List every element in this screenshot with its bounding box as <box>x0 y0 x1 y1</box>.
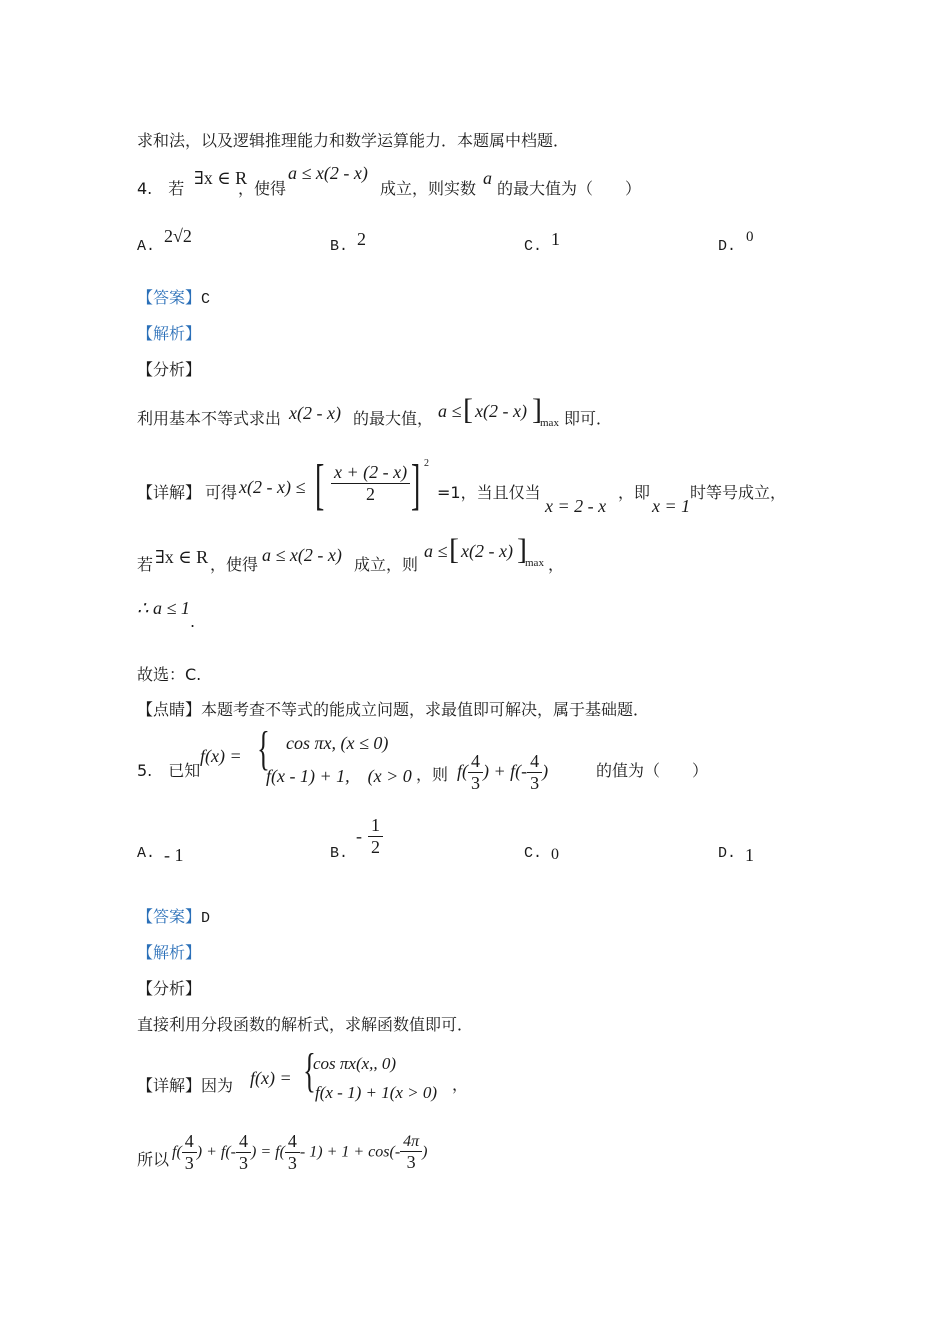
q5-answer: 【答案】D <box>137 907 211 927</box>
q5-analysis: 直接利用分段函数的解析式，求解函数值即可． <box>137 1015 474 1034</box>
q4-detail-ji: ，即 <box>618 483 651 502</box>
q4-analysis-expr: x(2 - x) <box>289 403 341 423</box>
q4-option-a-value: 2√2 <box>164 226 192 246</box>
q4-option-b-value: 2 <box>357 229 366 249</box>
q4-text-chengli: 成立，则实数 <box>380 179 477 198</box>
q4-analysis-post: 即可． <box>564 409 613 428</box>
q5-detail-comma: ， <box>452 1075 469 1094</box>
q5-final-expr: f( $\frac{4}{3}$ ) + f(- $\frac{4}{3}$ ) = f( $\frac{4}{3}$ - 1) + 1 + cos(- $\frac{4\pi}{3}$ ) <box>172 1131 428 1173</box>
q4-answer: 【答案】C <box>137 288 211 308</box>
q5-jiexi-heading: 【解析】 <box>137 943 202 962</box>
q5-case2: f(x - 1) + 1, (x > 0 <box>266 766 412 786</box>
q4-frac-denominator: 2 <box>366 483 376 504</box>
q4-line2-max-sub: max <box>525 557 544 569</box>
q5-detail-tag: 【详解】因为 <box>137 1076 234 1095</box>
q4-detail-fraction <box>331 463 410 504</box>
q4-text-shide: ，使得 <box>238 179 287 198</box>
q4-line2-a-leq: a ≤ <box>424 541 448 561</box>
q4-dianjing: 【点睛】本题考查不等式的能成立问题，求最值即可解决，属于基础题． <box>137 700 650 719</box>
q4-therefore: ∴ a ≤ 1 <box>137 598 190 618</box>
q5-suoyi: 所以 <box>137 1150 170 1169</box>
q5-detail-fx: f(x) = <box>250 1068 292 1088</box>
q4-option-b-label: B. <box>330 238 349 255</box>
q5-then: ，则 <box>416 765 449 784</box>
q5-fx: f(x) = <box>200 746 242 766</box>
q5-option-b-minus: - <box>356 826 362 846</box>
q4-line2-mid2: 成立，则 <box>354 555 419 574</box>
q4-analysis-bracket-left: [ <box>463 393 473 426</box>
q4-detail-bracket-left: [ <box>315 454 325 516</box>
q4-analysis-max-sub: max <box>540 417 559 429</box>
q4-detail-eq1: =1，当且仅当 <box>437 483 541 502</box>
q4-detail-pre: 可得 <box>205 483 238 502</box>
q5-post: 的值为（ ） <box>596 761 709 780</box>
q4-detail-dengcheng: 时等号成立， <box>690 483 787 502</box>
q4-line2-bracket-right: ] <box>517 533 527 566</box>
q4-line2-bracket-left: [ <box>449 533 459 566</box>
question-5-number: 5. 已知 <box>137 761 201 780</box>
q4-detail-cond2: x = 1 <box>652 496 691 516</box>
q4-option-a-label: A. <box>137 238 156 255</box>
q4-option-d-value: 0 <box>746 229 754 245</box>
q5-option-d-value: 1 <box>745 845 754 865</box>
q4-line2-post: ， <box>548 555 565 574</box>
q4-line2-bracket-expr: x(2 - x) <box>461 541 513 561</box>
q4-jiexi-heading: 【解析】 <box>137 324 202 343</box>
q5-option-d-label: D. <box>718 845 737 862</box>
q4-detail-bracket-right: ] <box>411 454 421 516</box>
q4-detail-cond1: x = 2 - x <box>545 496 607 516</box>
q4-analysis-bracket-expr: x(2 - x) <box>475 401 527 421</box>
q5-option-b-fraction: $\frac{1}{2}$ <box>368 816 383 857</box>
q5-case1: cos πx, (x ≤ 0) <box>286 733 389 753</box>
q5-option-b-label: B. <box>330 845 349 862</box>
q5-brace: { <box>257 722 270 775</box>
q4-option-c-value: 1 <box>551 229 560 249</box>
q4-option-c-label: C. <box>524 238 543 255</box>
q5-detail-brace: { <box>303 1044 316 1097</box>
q5-option-a-label: A. <box>137 845 156 862</box>
q4-analysis-bracket-right: ] <box>532 393 542 426</box>
q4-fenxi-heading: 【分析】 <box>137 360 202 379</box>
q5-option-c-label: C. <box>524 845 543 862</box>
q5-option-c-value: 0 <box>551 846 559 863</box>
q4-detail-tag: 【详解】 <box>137 483 202 502</box>
text-line-intro: 求和法，以及逻辑推理能力和数学运算能力．本题属中档题． <box>137 131 570 150</box>
q4-line2-mid: ，使得 <box>210 555 259 574</box>
q4-text-post: 的最大值为（ ） <box>497 179 642 198</box>
q4-line2-pre: 若 <box>137 555 154 574</box>
q4-frac-numerator: x + (2 - x) <box>331 463 410 484</box>
q4-choose: 故选：C. <box>137 665 202 684</box>
q4-detail-expr: x(2 - x) ≤ <box>239 477 306 497</box>
q4-line2-ineq: a ≤ x(2 - x) <box>262 545 342 565</box>
q5-detail-case2: f(x - 1) + 1(x > 0) <box>315 1083 438 1102</box>
q4-analysis-a-leq: a ≤ <box>438 401 462 421</box>
q4-line2-exists: ∃x ∈ R <box>155 547 209 567</box>
q4-analysis-mid: 的最大值， <box>353 409 434 428</box>
q5-option-a-value: - 1 <box>164 845 184 865</box>
q4-therefore-dot: . <box>190 612 196 631</box>
question-4-number: 4. 若 <box>137 179 185 198</box>
q4-option-d-label: D. <box>718 238 737 255</box>
q4-analysis-pre: 利用基本不等式求出 <box>137 409 282 428</box>
q4-detail-square: 2 <box>424 458 429 469</box>
q5-expr: f( $\frac{4}{3}$ ) + f(- $\frac{4}{3}$ ) <box>457 751 549 793</box>
q5-detail-case1: cos πx(x,, 0) <box>313 1054 397 1073</box>
q5-fenxi-heading: 【分析】 <box>137 979 202 998</box>
q4-var-a: a <box>483 168 492 188</box>
q4-exists-expr: ∃x ∈ R <box>194 168 248 188</box>
q4-inequality: a ≤ x(2 - x) <box>288 163 368 183</box>
